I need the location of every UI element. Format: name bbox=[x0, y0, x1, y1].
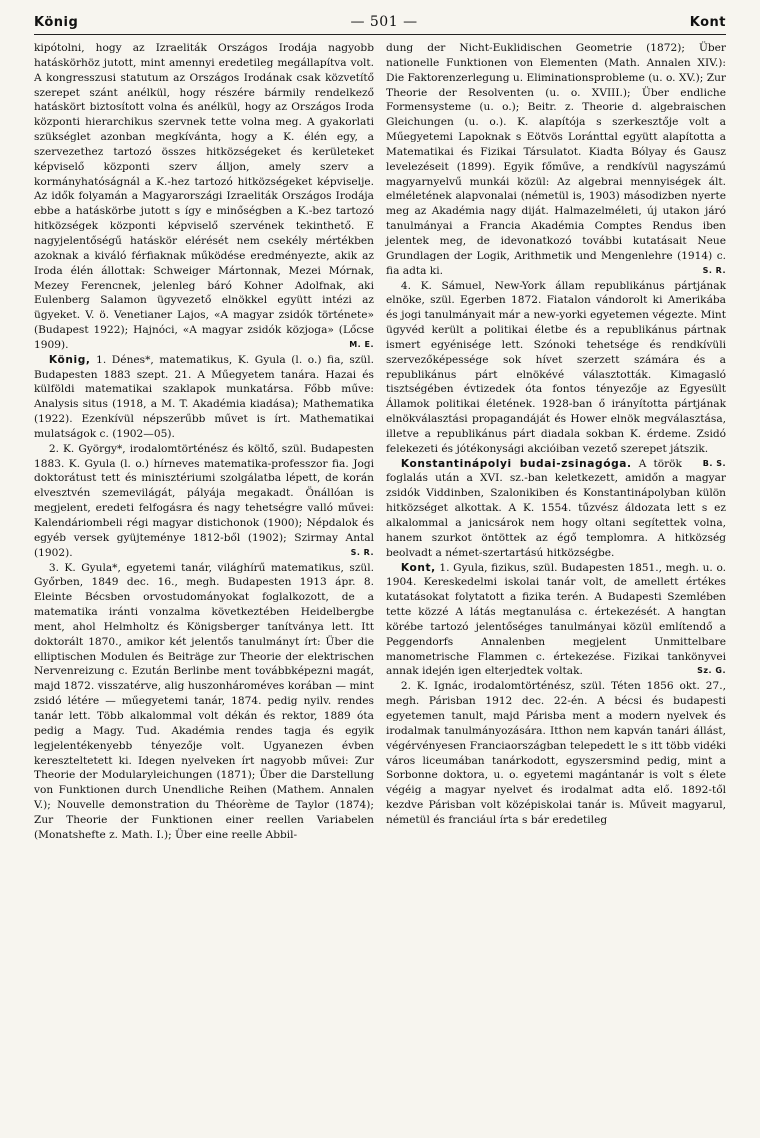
entry-headword: König, bbox=[48, 353, 91, 366]
entry-headword: Kont, bbox=[400, 561, 436, 574]
header-right-word: Kont bbox=[689, 14, 726, 30]
paragraph bbox=[386, 679, 726, 827]
author-signature: M. E. bbox=[349, 339, 374, 349]
paragraph-text: 1. Gyula, fizikus, szül. Budapesten 1851., megh. u. o. 1904. Kereskedelmi iskolai tanár volt, de amellett értékes kutatásokat folytatott a fizika terén. A Budapesti Szemlében tette közzé A látás megtanulása c. értekezését. A hangtan körébe tartozó jelentőséges tanulmányai közül említendő a Peggendorfs Annalenben megjelent Unmittelbare manometrische Flammen c. értekezése. Fizikai tankönyvei annak idején igen elterjedtek voltak. bbox=[386, 561, 726, 678]
paragraph bbox=[386, 457, 726, 561]
paragraph bbox=[34, 353, 374, 442]
paragraph bbox=[386, 561, 726, 680]
paragraph-text: 3. K. Gyula*, egyetemi tanár, világhírű matematikus, szül. Győrben, 1849 dec. 16., megh. Budapesten 1913 ápr. 8. Eleinte Bécsben orvostudományokat foglalkozott, de a matematika iránti vonzalma következtében Heidelbergbe ment, ahol Helmholtz és Königsberger tanítványa lett. Itt doktorált 1870., amikor két jelentős tanulmányt írt: Über die elliptischen Modulen és Beiträge zur Theorie der elektrischen Nervenreizung c. Ezután Berlinbe ment továbbképezni magát, majd 1872. visszatérve, alig huszonhároméves korában — mint zsidó létére — műegyetemi tanár, 1874. pedig nyilv. rendes tanár lett. Több alkalommal volt dékán és rektor, 1889 óta pedig a Magy. Tud. Akadémia rendes tagja és egyik legjelentékenyebb tényezője volt. Ugyanezen évben kereszteltetett ki. Idegen nyelveken írt nagyobb művei: Zur Theorie der Modularyleichungen (1871); Über die Darstellung von Funktionen durch Unendliche Reihen (Mathem. Annalen V.); Nouvelle demonstration du Théorème de Taylor (1874); Zur Theorie der Funktionen einer reellen Variabelen (Monatshefte z. Math. I.); Über eine reelle Abbil- bbox=[34, 561, 374, 841]
paragraph bbox=[34, 442, 374, 561]
paragraph bbox=[34, 41, 374, 353]
paragraph-text: dung der Nicht-Euklidischen Geometrie (1872); Über nationelle Funktionen von Elementen (Math. Annalen XIV.): Die Faktorenzerlegung u. Eliminationsprobleme (u. o. XV.); Zur Theorie der Resolventen (u. o. XVIII.); Über endliche Formensysteme (u. o.); Beitr. z. Theorie d. algebraischen Gleichungen (u. o.). K. alapítója s szerkesztője volt a Műegyetemi Lapoknak s Eötvös Loránttal együtt alapította a Matematikai és Fizikai Társulatot. Kiadta Bólyay és Gausz levelezéseit (1899). Egyik főműve, a rendkívül nagyszámú magyarnyelvű munkái közül: Az algebrai mennyiségek ált. elméletének alapvonalai (németül is, 1903) másodizben nyerte meg az Akadémia nagy diját. Halmazelméleti, új utakon járó tanulmányai a Francia Akadémia Comptes Rendus iben jelentek meg, de idevonatkozó további kutatásait Neue Grundlagen der Logik, Arithmetik und Mengenlehre (1914) c. fia adta ki. bbox=[386, 42, 726, 277]
page-number: — 501 — bbox=[350, 14, 418, 30]
left-column bbox=[34, 41, 374, 843]
paragraph-text: 1. Dénes*, matematikus, K. Gyula (l. o.) fia, szül. Budapesten 1883 szept. 21. A Műegyetem tanára. Hazai és külföldi matematikai szaklapok munkatársa. Főbb műve: Analysis situs (1918, a M. T. Akadémia kiadása); Mathematika (1922). Ezenkívül népszerűbb művet is írt. Mathematikai mulatságok c. (1902—05). bbox=[34, 353, 374, 440]
paragraph-text: 4. K. Sámuel, New-York állam republikánus pártjának elnöke, szül. Egerben 1872. Fiatalon vándorolt ki Amerikába és jogi tanulmányait már a new-yorki egyetemen végezte. Mint ügyvéd került a politikai életbe és a republikánus pártnak ismert egyénisége lett. Szónoki tehetsége és rendkívüli szervezőképessége sok hívet szerzett számára és a republikánus párt elnökévé választották. Kimagasló tisztségében évtizedek óta fontos tényezője az Egyesült Államok politikai életének. 1928-ban ő irányította pártjának elnökválasztási propagandáját és Hower elnök megválasztása, illetve a republikánus párt diadala sokban K. érdeme. Zsidó felekezeti és jótékonysági akcióiban vezető szerepet játszik. bbox=[386, 279, 726, 455]
paragraph bbox=[34, 561, 374, 843]
paragraph-text: 2. K. György*, irodalomtörténész és költő, szül. Budapesten 1883. K. Gyula (l. o.) hírneves matematika-professzor fia. Jogi doktorátust tett és minisztériumi szolgálatba lépett, de korán elvesztvén szemevilágát, pályája megakadt. Önállóan is megjelent, eredeti felfogásra és nagy tehetségre valló művei: Kalendáriombeli régi magyar distichonok (1900); Népdalok és egyéb versek gyüjteménye 1812-ből (1902); Szirmay Antal (1902). bbox=[34, 442, 374, 559]
author-signature: Sz. G. bbox=[697, 666, 726, 676]
entry-headword: Konstantinápolyi budai-zsinagóga. bbox=[400, 457, 632, 470]
paragraph-text: 2. K. Ignác, irodalomtörténész, szül. Téten 1856 okt. 27., megh. Párisban 1912 dec. 22-én. A bécsi és budapesti egyetemen tanult, majd Párisba ment a modern nyelvek és irodalmak tanulmányozására. Itthon nem kapván tanári állást, végérvényesen Franciaországban telepedett le s itt több vidéki város liceumában tanárkodott, egyszersmind pedig, mint a Sorbonne doktora, u. o. egyetemi magántanár is volt s élete végéig a magyar nyelvet és irodalmat adta elő. 1892-től kezdve Párisban volt középiskolai tanár is. Műveit magyarul, németül és franciául írta s bár eredetileg bbox=[386, 680, 726, 826]
author-signature: B. S. bbox=[702, 458, 726, 468]
paragraph-text: A török foglalás után a XVI. sz.-ban keletkezett, amidőn a magyar zsidók Viddinben, Szalonikiben és Konstantinápolyban külön hitközséget alkottak. A K. 1554. tűzvész áldozata lett s ez alkalommal a janicsárok nem hogy oltani segítettek volna, hanem szurkot öntöttek az égő templomra. A hitközség beolvadt a német-szertartású hitközségbe. bbox=[386, 457, 726, 559]
right-column bbox=[386, 41, 726, 843]
author-signature: S. R. bbox=[702, 265, 726, 275]
paragraph-text: kipótolni, hogy az Izraeliták Országos Irodája nagyobb hatáskörhöz jutott, mint amennyi eredetileg megállapítva volt. A kongresszusi statutum az Országos Irodának csak közvetítő szerepet szánt anélkül, hogy részére bármily rendelkező hatáskört biztosított volna és anélkül, hogy az Országos Iroda központi hierarchikus szervnek tette volna meg. A gyakorlati szükséglet azonban megkívánta, hogy a K. élén egy, a szervezethez tartozó összes hitközségeket és kerületeket képviselő központi szerv álljon, amely szerv a kormányhatóságnál a K.-hez tartozó hitközségeket képviselje. Az idők folyamán a Magyarországi Izraeliták Országos Irodája ebbe a hatáskörbe jutott s így e minőségben a K.-bez tartozó hitközségek központi képviselő szervének tekinthető. E nagyjelentőségű hatáskör elérését nem csekély mértékben azoknak a kiváló férfiaknak működése eredményezte, akik az Iroda élén állottak: Schweiger Mártonnak, Mezei Mórnak, Mezey Ferencnek, jelenleg báró Kohner Adolfnak, aki Eulenberg Salamon ügyvezető elnökkel együtt intézi az ügyeket. V. ö. Venetianer Lajos, «A magyar zsidók története» (Budapest 1922); Hajnóci, «A magyar zsidók közjoga» (Lőcse 1909). bbox=[34, 42, 374, 351]
header-left-word: König bbox=[34, 14, 79, 30]
author-signature: S. R. bbox=[350, 547, 374, 557]
paragraph bbox=[386, 41, 726, 279]
running-header bbox=[34, 10, 726, 35]
text-columns bbox=[34, 41, 726, 843]
